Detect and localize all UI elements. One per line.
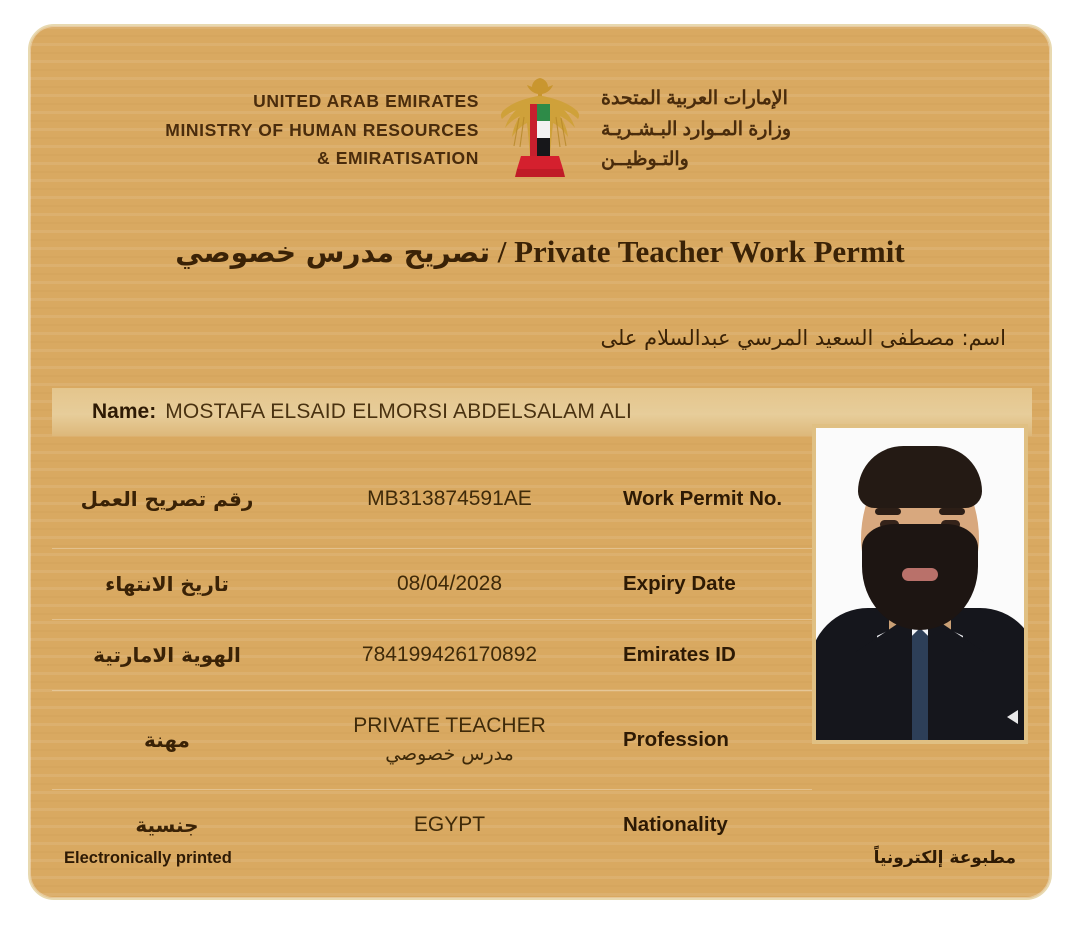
photo-corner-marker-icon	[1007, 710, 1018, 724]
uae-falcon-emblem-icon	[497, 74, 583, 186]
field-english-label: Emirates ID	[623, 643, 736, 667]
table-row	[52, 691, 812, 790]
name-value: MOSTAFA ELSAID ELMORSI ABDELSALAM ALI	[165, 400, 633, 423]
holder-photo	[812, 424, 1028, 744]
photo-hair	[858, 446, 982, 508]
photo-eyebrow-right	[939, 508, 965, 515]
table-row	[52, 620, 812, 691]
field-english-label: Expiry Date	[623, 572, 736, 596]
header-en-line2: MINISTRY OF HUMAN RESOURCES	[165, 119, 479, 140]
field-arabic-label: رقم تصريح العمل	[80, 487, 254, 511]
header-ar-line2: وزارة المـوارد البـشـريـة	[601, 118, 792, 140]
photo-image	[816, 428, 1024, 740]
header-ar-line1: الإمارات العربية المتحدة	[601, 87, 788, 109]
header-ar-line3: والتـوظيــن	[601, 149, 689, 171]
field-value-text: EGYPT	[413, 812, 486, 836]
field-value	[282, 640, 617, 670]
header-en-line1: UNITED ARAB EMIRATES	[253, 91, 479, 112]
permit-title	[30, 234, 1050, 270]
field-value-text: PRIVATE TEACHER	[353, 714, 546, 737]
card-header	[30, 70, 1050, 190]
field-arabic-label: تاريخ الانتهاء	[105, 572, 229, 596]
field-english-label: Profession	[623, 728, 729, 752]
field-arabic-label: مهنة	[144, 728, 190, 752]
field-arabic-label: جنسية	[135, 813, 199, 837]
header-en-line3: & EMIRATISATION	[317, 148, 479, 169]
details-table	[52, 450, 812, 860]
field-value-text: 784199426170892	[361, 642, 538, 666]
field-value-text: 08/04/2028	[396, 571, 503, 595]
field-value	[282, 711, 617, 769]
field-value-arabic: مدرس خصوصي	[385, 743, 514, 766]
permit-title-english: Private Teacher Work Permit	[514, 234, 905, 269]
footer-english-note: Electronically printed	[64, 848, 232, 867]
photo-mouth	[902, 568, 938, 581]
permit-title-separator: /	[489, 234, 515, 269]
photo-eyebrow-left	[875, 508, 901, 515]
field-value	[282, 810, 617, 840]
work-permit-card	[28, 24, 1052, 900]
table-row	[52, 549, 812, 620]
field-english-label: Nationality	[623, 813, 728, 837]
field-arabic-label: الهوية الامارتية	[93, 643, 241, 667]
field-value	[282, 484, 617, 514]
field-english-label: Work Permit No.	[623, 487, 783, 511]
name-label: Name:	[92, 400, 157, 423]
field-value-text: MB313874591AE	[367, 486, 532, 510]
table-row	[52, 450, 812, 549]
field-value	[282, 569, 617, 599]
header-english-block	[149, 87, 479, 172]
card-footer	[30, 848, 1050, 868]
arabic-name-row: اسم: مصطفى السعيد المرسي عبدالسلام على	[600, 326, 1006, 350]
permit-title-arabic: تصريح مدرس خصوصي	[175, 236, 490, 269]
footer-arabic-note: مطبوعة إلكترونياً	[873, 848, 1016, 868]
header-arabic-block	[601, 84, 931, 176]
